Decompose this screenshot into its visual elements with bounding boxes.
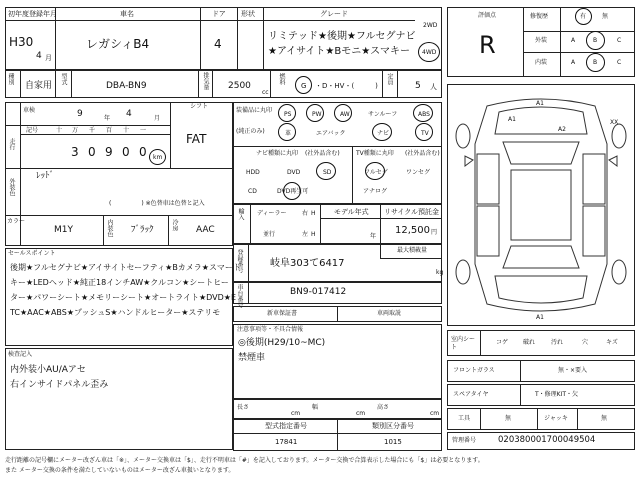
mileage-digit-2: 0: [88, 145, 96, 159]
model-year-unit: 年: [370, 233, 377, 240]
inspector-line-0: 内外装小AU/Aアセ: [10, 365, 86, 375]
mileage-digit-3: 9: [105, 145, 113, 159]
inspector-line-1: 右インサイドパネル歪み: [10, 380, 109, 390]
equip-ps: PS: [284, 111, 292, 118]
mileage-digit-label-4: 百: [106, 127, 113, 134]
shape-label: 形状: [241, 10, 255, 18]
sheet-item-2: 汚れ: [551, 339, 564, 346]
reg-year: H30: [9, 35, 34, 49]
doors: 4: [214, 37, 222, 51]
month-suffix: 月: [45, 54, 52, 62]
drive-2wd: 2WD: [423, 22, 438, 29]
reg-month: 4: [36, 51, 42, 61]
mileage-digit-1: 3: [71, 145, 79, 159]
int-grade-b: B: [593, 59, 598, 66]
equip-ps-circle: [278, 104, 296, 122]
nav-cd: CD: [248, 188, 257, 195]
capacity: 5: [415, 81, 421, 91]
recycle-unit: 円: [431, 229, 438, 236]
nav-dvd-play-circle: [283, 182, 301, 200]
exterior-note: ( ) ※色替車は色替と記入: [109, 200, 205, 207]
color-label: カラー: [7, 218, 26, 225]
tv-title: TV種類に丸印: [356, 150, 394, 157]
diagram-mark-1: A1: [508, 116, 516, 123]
equipment-title: 装備品に丸印: [236, 107, 273, 114]
height-unit: cm: [430, 410, 440, 417]
equip-airbag: エアバック: [316, 130, 346, 137]
type-value: 17841: [275, 438, 298, 446]
nav-sub: (社外品含む): [305, 150, 340, 157]
jack-label: ジャッキ: [544, 415, 568, 422]
tools-value: 無: [505, 415, 512, 422]
shift-label: シフト: [190, 103, 209, 110]
displacement-label: 排気量: [202, 72, 209, 90]
fuel-circle: [295, 76, 312, 94]
repair-no: 無: [602, 13, 609, 20]
mileage-unit: km: [153, 154, 163, 161]
import-h2: H: [311, 231, 316, 238]
height-label: 高さ: [377, 404, 390, 411]
mileage-digit-label-0: 記号: [26, 127, 39, 134]
sales-line-0: 後期★フルセグナビ★アイサイトセーフティ★Bカメラ★スマート: [10, 263, 241, 272]
equip-leather-circle: [278, 123, 296, 141]
max-load-label: 最大積載量: [397, 247, 428, 254]
evaluation-score: R: [479, 31, 496, 59]
inspection-month: 4: [126, 109, 132, 119]
interior-grade-label: 内装: [535, 59, 548, 66]
import-h1: H: [311, 210, 316, 217]
interior-color-label: 内装色: [106, 219, 113, 237]
grade-line2: ★アイサイト★Bモニ★スマキー: [268, 46, 410, 57]
repair-yes: 有: [580, 13, 587, 20]
inspection-label: 車検: [23, 107, 36, 114]
inspector-block: [5, 348, 233, 450]
import-left: 左: [302, 231, 309, 238]
chassis-value: BN9-017412: [290, 287, 347, 297]
sheet-item-0: コゲ: [496, 339, 509, 346]
cc-unit: cc: [262, 89, 269, 96]
spare-label: スペアタイヤ: [453, 391, 489, 398]
equip-navi-circle: [372, 123, 392, 141]
ac-value: AAC: [196, 225, 215, 235]
ext-grade-c: C: [617, 37, 622, 44]
grade-label: グレード: [320, 10, 348, 18]
reg-year-label: 初年度登録年月: [8, 10, 57, 18]
glass-label: フロントガラス: [453, 367, 495, 374]
equip-sunroof: サンルーフ: [368, 111, 398, 118]
length-unit: cm: [291, 410, 301, 417]
tv-oneseg: ワンセグ: [406, 169, 431, 176]
mileage-digit-4: 0: [122, 145, 130, 159]
model-year-label: モデル年式: [334, 208, 369, 216]
inspector-label: 検査記入: [8, 351, 33, 358]
diagram-mark-0: A1: [536, 100, 544, 107]
interior-sheet-label: 室内シート: [451, 336, 476, 351]
sales-line-1: キー★LEDヘッド★純正18インチAW★クルコン★シートヒー: [10, 278, 229, 287]
manual-label: 車両取説: [377, 310, 402, 317]
import-parallel: 並行: [263, 231, 276, 238]
type-label: 型式指定番号: [265, 422, 307, 430]
equip-aw-circle: [334, 104, 352, 122]
mileage-digit-5: 0: [139, 145, 147, 159]
ext-grade-b: B: [593, 37, 598, 44]
interior-color: ﾌﾞﾗｯｸ: [131, 225, 154, 235]
fuel-rest: ・D・HV・( ): [315, 82, 378, 90]
equip-pw-circle: [306, 104, 324, 122]
nav-sd-circle: [316, 162, 336, 180]
warranty-label: 新車保証書: [267, 310, 298, 317]
nav-dvd: DVD: [287, 169, 301, 176]
dimensions-block: [233, 399, 442, 419]
equip-pw: PW: [312, 111, 322, 118]
sheet-item-1: 破れ: [523, 339, 536, 346]
management-label: 管理番号: [452, 437, 477, 444]
equip-abs-circle: [413, 104, 433, 122]
diagram-mark-2: A2: [558, 126, 566, 133]
car-diagram: [447, 84, 635, 326]
exterior-grade-label: 外装: [535, 37, 548, 44]
evaluation-label: 評価点: [478, 12, 497, 19]
management-value: 020380001700049504: [498, 435, 596, 445]
sales-points-label: セールスポイント: [8, 250, 56, 257]
mileage-digit-label-3: 千: [89, 127, 96, 134]
model-label: 型式: [60, 73, 67, 85]
sheet-item-4: キズ: [606, 339, 618, 346]
diagram-mark-4: A1: [536, 314, 544, 321]
inspection-year: 9: [77, 109, 83, 119]
exterior-label: 外装色: [8, 178, 15, 196]
registration-label: 登録番号: [236, 249, 243, 273]
tv-fullseg-circle: [365, 162, 385, 180]
chassis-label: 車台番号: [236, 284, 243, 308]
equip-navi: ナビ: [377, 130, 390, 137]
recycle-value: 12,500: [395, 225, 430, 236]
diagram-mark-3: XX: [610, 119, 619, 126]
ac-label: 冷房: [171, 219, 178, 231]
color-code: M1Y: [54, 225, 73, 235]
shift-value: FAT: [186, 132, 207, 146]
footer-line2: また メーター交換の条件を満たしていないものはメーター改ざん車扱いとなります。: [5, 467, 235, 474]
displacement: 2500: [228, 81, 251, 91]
sales-line-3: TC★AAC★ABS★プッシュS★ハンドルヒーター★ステリモ: [10, 308, 221, 317]
import-label: 輸入: [237, 208, 244, 220]
usage-label: 種別: [7, 73, 14, 85]
fuel-g: G: [301, 82, 307, 90]
mileage-digit-label-5: 十: [123, 127, 130, 134]
grade-line1: リミテッド★後期★フルセグナビ: [268, 31, 416, 42]
drive-4wd: 4WD: [422, 49, 437, 56]
nav-dvd-play: DVD再生可: [277, 188, 309, 195]
length-label: 長さ: [237, 404, 250, 411]
glass-value: 無・×要入: [558, 367, 588, 374]
capacity-label: 定員: [386, 73, 393, 85]
mileage-digit-label-1: 十: [56, 127, 63, 134]
footer-line1: 走行距離の記号欄にメーター改ざん車は「※」、メーター交換車は「$」、走行不明車は「#」を記入しております。メーター交換で合算表示した場合にも「$」は必要となります。: [5, 457, 484, 464]
usage: 自家用: [25, 81, 53, 91]
int-grade-circle: [586, 53, 605, 72]
equip-abs: ABS: [418, 111, 430, 118]
import-dealer: ディーラー: [257, 210, 287, 217]
equip-aw: AW: [340, 111, 350, 118]
registration-value: 岐阜303て6417: [270, 258, 345, 269]
tv-analog: アナログ: [363, 188, 388, 195]
tv-sub: (社外品含む): [405, 150, 440, 157]
class-label: 類別区分番号: [372, 422, 414, 430]
tools-label: 工具: [458, 415, 471, 422]
equip-leather: 革: [285, 130, 292, 137]
fuel-label: 燃料: [278, 73, 285, 85]
drive-4wd-circle: [418, 42, 440, 62]
notes-line2: 禁煙車: [238, 353, 266, 363]
notes-label: 注意事項等・不具合情報: [237, 326, 304, 333]
sales-line-2: ター★パワーシート★メモリーシート★オートライト★DVD★E: [10, 293, 237, 302]
nav-sd: SD: [323, 169, 332, 176]
jack-value: 無: [601, 415, 608, 422]
mileage-unit-circle: [149, 149, 166, 165]
inspection-month-unit: 月: [154, 115, 161, 122]
int-grade-c: C: [617, 59, 622, 66]
max-load-unit: kg: [436, 269, 444, 276]
equip-tv-circle: [415, 123, 433, 141]
notes-line1: ◎後期(H29/10~MC): [238, 338, 326, 348]
inspection-year-unit: 年: [104, 115, 111, 122]
exterior-value: ﾚｯﾄﾞ: [36, 171, 55, 181]
recycle-label: リサイクル預託金: [384, 208, 440, 216]
car-name-label: 車名: [120, 10, 134, 18]
equip-tv: TV: [421, 130, 429, 137]
mileage-label: 走行: [8, 138, 15, 150]
repair-yes-circle: [575, 8, 592, 25]
import-right: 右: [302, 210, 309, 217]
int-grade-a: A: [571, 59, 576, 66]
ext-grade-circle: [586, 31, 605, 50]
spare-value: T・修理KIT・欠: [535, 391, 579, 398]
nav-hdd: HDD: [246, 169, 260, 176]
model: DBA-BN9: [106, 81, 147, 91]
nav-title: ナビ種類に丸印: [256, 150, 299, 157]
car-name: レガシィB4: [86, 37, 150, 51]
capacity-unit: 人: [430, 83, 437, 91]
class-value: 1015: [384, 438, 402, 446]
mileage-digit-label-2: 万: [72, 127, 79, 134]
doors-label: ドア: [212, 10, 226, 18]
sheet-item-3: 穴: [582, 339, 589, 346]
ext-grade-a: A: [571, 37, 576, 44]
mileage-digit-label-6: 一: [140, 127, 147, 134]
width-unit: cm: [356, 410, 366, 417]
equipment-subtitle: (純正のみ): [236, 128, 265, 135]
tv-fullseg: フルセグ: [364, 169, 388, 176]
width-label: 幅: [312, 404, 319, 411]
repair-label: 修復歴: [530, 13, 549, 20]
